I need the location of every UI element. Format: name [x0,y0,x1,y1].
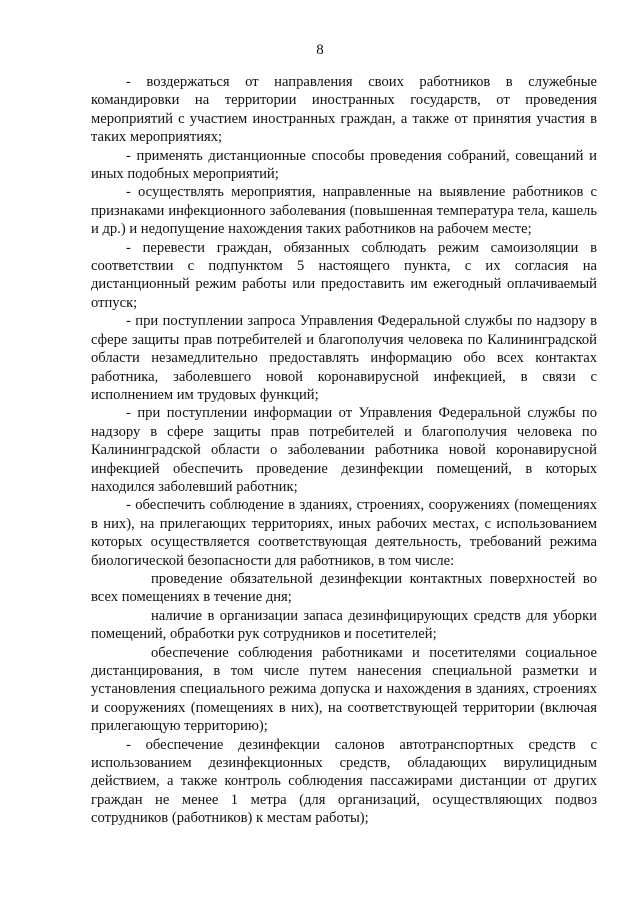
paragraph-remote-work: - перевести граждан, обязанных соблюдать режим самоизоляции в соответствии с подпунктом 5 настоящего пункта, с их согласия на дистанционный режим работы или предоставить им ежегодный оплачиваемый отпуск; [91,239,597,311]
page-number: 8 [316,42,324,58]
paragraph-detect-infection: - осуществлять мероприятия, направленные на выявление работников с признаками инфекционного заболевания (повышенная температура тела, кашель и др.) и недопущение нахождения таких работников на рабочем месте; [91,184,597,238]
document-body [91,73,597,828]
paragraph-surface-disinfection: проведение обязательной дезинфекции контактных поверхностей во всех помещениях в течение дня; [91,570,597,606]
paragraph-disinfection-premises: - при поступлении информации от Управления Федеральной службы по надзору в сфере защиты прав потребителей и благополучия человека по Калининградской области о заболевании работника новой коронавирусной инфекцией обеспечить проведение дезинфекции помещений, в которых находился заболевший работник; [91,405,597,495]
paragraph-contact-info: - при поступлении запроса Управления Федеральной службы по надзору в сфере защиты прав потребителей и благополучия человека по Калининградской области незамедлительно предоставлять информацию обо всех контактах работника, заболевшего новой коронавирусной инфекцией, в связи с исполнением им трудовых функций; [91,313,597,403]
paragraph-remote-meetings: - применять дистанционные способы проведения собраний, совещаний и иных подобных мероприятий; [91,147,597,183]
paragraph-vehicle-disinfection: - обеспечение дезинфекции салонов автотранспортных средств с использованием дезинфекционных средств, обладающих вирулицидным действием, а также контроль соблюдения пассажирами дистанции от других граждан не менее 1 метра (для организаций, осуществляющих подвоз сотрудников (работников) к местам работы); [91,736,597,827]
paragraph-social-distancing: обеспечение соблюдения работниками и посетителями социальное дистанцирования, в том числе путем нанесения специальной разметки и установления специального режима допуска и нахождения в зданиях, строениях и сооружениях (помещениях в них), на соответствующей территории (включая прилегающую территорию); [91,644,597,735]
paragraph-business-trips: - воздержаться от направления своих работников в служебные командировки на территории иностранных государств, от проведения мероприятий с участием иностранных граждан, а также от принятия участия в таких мероприятиях; [91,74,597,146]
paragraph-disinfectant-supply: наличие в организации запаса дезинфицирующих средств для уборки помещений, обработки рук сотрудников и посетителей; [91,607,597,643]
paragraph-biosafety-regime: - обеспечить соблюдение в зданиях, строениях, сооружениях (помещениях в них), на прилегающих территориях, иных рабочих местах, с использованием которых осуществляется соответствующая деятельность, требований режима биологической безопасности для работников, в том числе: [91,497,597,569]
